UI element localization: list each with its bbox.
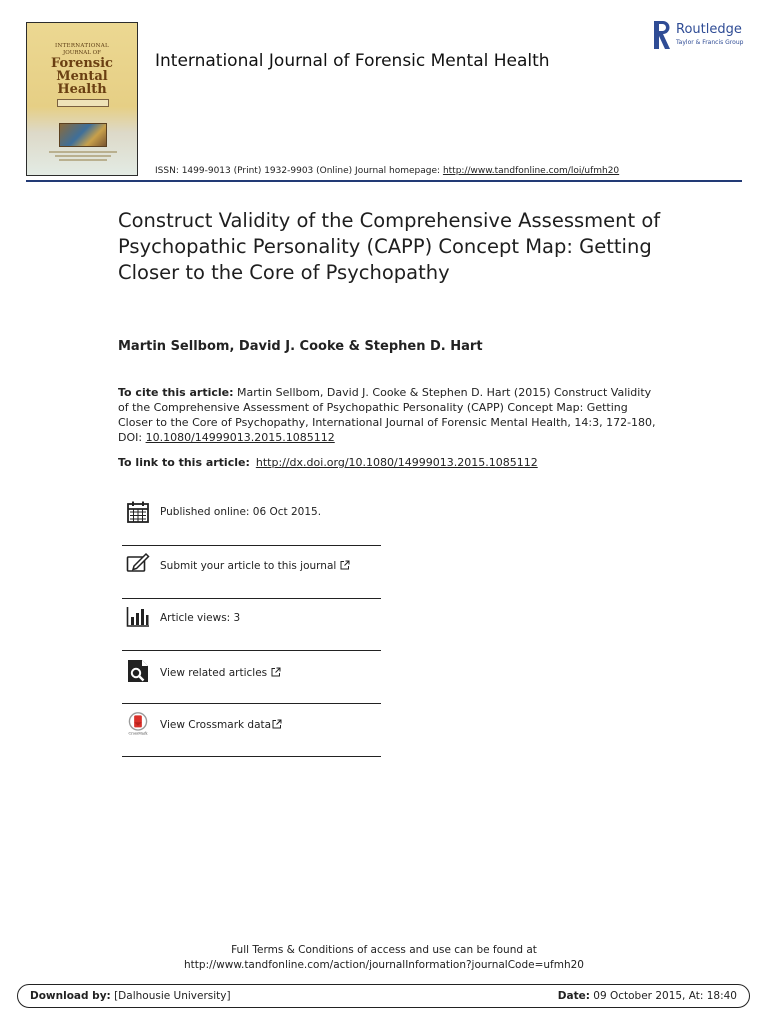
cover-word-health: Health — [57, 82, 107, 97]
crossmark-label: View Crossmark data — [160, 719, 272, 731]
citation-label: To cite this article: — [118, 386, 234, 399]
citation-doi-link[interactable]: 10.1080/14999013.2015.1085112 — [145, 431, 335, 444]
article-link-line — [118, 456, 538, 469]
journal-homepage-link[interactable]: http://www.tandfonline.com/loi/ufmh20 — [442, 166, 620, 176]
published-online-row — [122, 494, 381, 546]
submit-article-row[interactable] — [122, 546, 381, 598]
related-articles-icon — [126, 659, 150, 683]
article-title: Construct Validity of the Comprehensive Assessment of Psychopathic Personality (CAPP) Concept Map: Getting Closer to the Core of Psychopathy — [118, 209, 661, 284]
bar-chart-icon — [126, 604, 150, 628]
external-link-icon — [340, 560, 350, 570]
external-link-icon — [272, 719, 282, 729]
submit-article-label: Submit your article to this journal — [160, 560, 337, 572]
article-link-label: To link to this article: — [118, 456, 250, 469]
download-info — [30, 990, 231, 1002]
cover-issue-box — [57, 99, 109, 107]
terms-line-1: Full Terms & Conditions of access and use can be found at — [231, 944, 537, 956]
routledge-logo-icon — [654, 21, 670, 49]
cover-line-2: JOURNAL OF — [62, 50, 101, 56]
cover-fine-print — [59, 159, 107, 161]
download-value: [Dalhousie University] — [114, 990, 231, 1002]
journal-title: International Journal of Forensic Mental Health — [155, 51, 550, 71]
download-date — [558, 990, 737, 1002]
cover-artwork — [59, 123, 107, 147]
journal-cover — [26, 22, 138, 176]
date-label: Date: — [557, 990, 590, 1002]
citation-text: Martin Sellbom, David J. Cooke & Stephen D. Hart (2015) Construct Validity of the Comprehensive Assessment of Psychopathic Personality (CAPP) Concept Map: Getting Closer to the Core of Psychopathy, International Journal of Forensic Mental Health, 14:3, 172-180, DOI: — [118, 386, 656, 444]
article-views-row — [122, 599, 381, 651]
cover-word-forensic: Forensic — [51, 56, 113, 71]
row-divider — [122, 756, 381, 757]
crossmark-text — [160, 719, 282, 731]
publisher-name: Routledge — [676, 22, 742, 37]
article-views-text: Article views: 3 — [160, 612, 241, 624]
crossmark-icon-caption: CrossMark — [128, 731, 148, 736]
related-articles-text — [160, 667, 281, 679]
related-articles-label: View related articles — [160, 667, 268, 679]
date-value: 09 October 2015, At: 18:40 — [593, 990, 737, 1002]
publisher-subtitle: Taylor & Francis Group — [676, 39, 744, 46]
terms-link[interactable]: http://www.tandfonline.com/action/journalInformation?journalCode=ufmh20 — [184, 959, 584, 971]
download-footer — [17, 984, 750, 1008]
header-divider — [26, 180, 742, 182]
issn-text: ISSN: 1499-9013 (Print) 1932-9903 (Online) Journal homepage: — [155, 166, 441, 176]
edit-icon — [126, 552, 150, 576]
cover-fine-print — [55, 155, 111, 157]
crossmark-icon — [124, 712, 152, 736]
cover-word-mental: Mental — [56, 69, 108, 84]
citation-block — [118, 385, 658, 445]
cover-line-1: INTERNATIONAL — [55, 43, 109, 49]
crossmark-row[interactable] — [122, 704, 381, 756]
terms-notice — [0, 943, 768, 973]
cover-fine-print — [49, 151, 117, 153]
related-articles-row[interactable] — [122, 651, 381, 703]
download-label: Download by: — [30, 990, 111, 1002]
submit-article-text — [160, 560, 350, 572]
published-online-text: Published online: 06 Oct 2015. — [160, 506, 322, 518]
external-link-icon — [271, 667, 281, 677]
article-doi-link[interactable]: http://dx.doi.org/10.1080/14999013.2015.1085112 — [255, 456, 538, 469]
calendar-icon — [126, 500, 150, 524]
article-authors: Martin Sellbom, David J. Cooke & Stephen D. Hart — [118, 339, 483, 354]
issn-line — [155, 166, 619, 176]
